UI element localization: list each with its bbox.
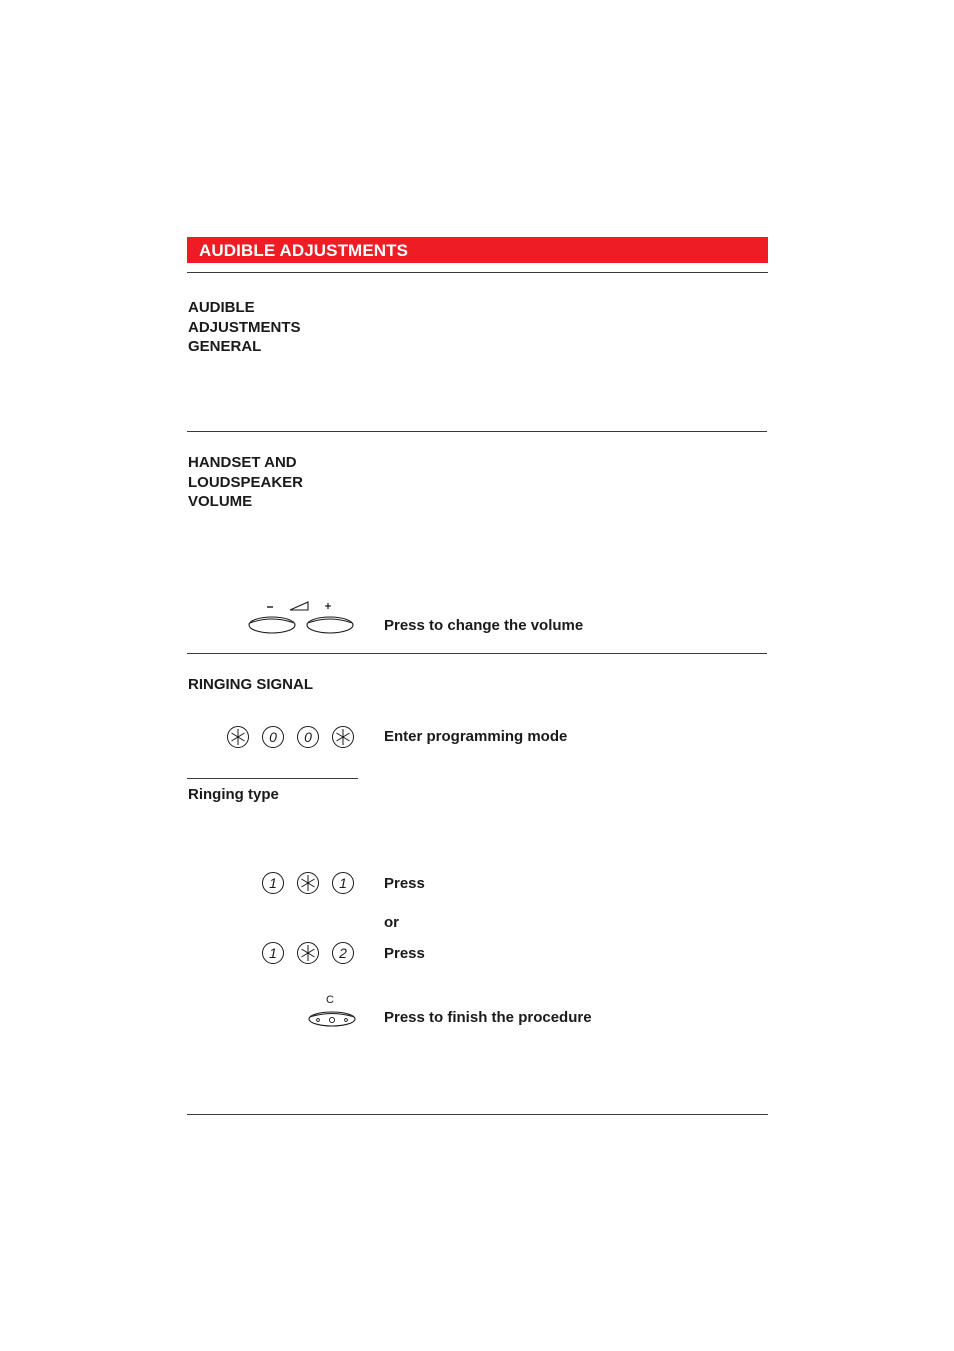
key-digit: 1 bbox=[339, 875, 347, 891]
heading-line: VOLUME bbox=[188, 493, 253, 510]
key-digit: 0 bbox=[304, 729, 312, 745]
key-digit: 1 bbox=[269, 875, 277, 891]
clear-key-label: C bbox=[326, 994, 334, 1006]
divider bbox=[187, 653, 767, 654]
key-digit: 0 bbox=[269, 729, 277, 745]
heading-audible-general bbox=[188, 298, 301, 357]
star-key-icon bbox=[228, 727, 249, 748]
star-key-icon bbox=[298, 943, 319, 964]
option2-instruction: Press bbox=[384, 945, 425, 962]
programming-instruction: Enter programming mode bbox=[384, 728, 568, 745]
volume-minus-plus-keys-icon bbox=[246, 600, 358, 636]
heading-ringing-signal: RINGING SIGNAL bbox=[188, 676, 314, 693]
digit-key-icon bbox=[263, 943, 284, 964]
option1-keys bbox=[261, 871, 358, 895]
volume-instruction: Press to change the volume bbox=[384, 617, 584, 634]
star-key-icon bbox=[298, 873, 319, 894]
heading-line: LOUDSPEAKER bbox=[188, 473, 304, 491]
clear-key-icon bbox=[306, 992, 358, 1028]
finish-instruction: Press to finish the procedure bbox=[384, 1009, 592, 1026]
or-text: or bbox=[384, 914, 399, 931]
section-banner bbox=[187, 237, 768, 263]
digit-key-icon bbox=[333, 873, 354, 894]
heading-line: AUDIBLE bbox=[188, 299, 255, 316]
option1-instruction: Press bbox=[384, 875, 425, 892]
option2-keys bbox=[261, 941, 358, 965]
digit-key-icon bbox=[263, 873, 284, 894]
heading-line: HANDSET AND bbox=[188, 454, 297, 471]
banner-title: AUDIBLE ADJUSTMENTS bbox=[199, 241, 409, 260]
digit-key-icon bbox=[263, 727, 284, 748]
digit-key-icon bbox=[298, 727, 319, 748]
divider-short bbox=[187, 778, 358, 779]
digit-key-icon bbox=[333, 943, 354, 964]
star-key-icon bbox=[333, 727, 354, 748]
subheading-ringing-type: Ringing type bbox=[188, 786, 279, 803]
divider-bottom bbox=[187, 1114, 768, 1115]
heading-volume bbox=[188, 453, 303, 512]
key-digit: 2 bbox=[339, 945, 347, 961]
key-digit: 1 bbox=[269, 945, 277, 961]
divider bbox=[187, 431, 767, 432]
heading-line: GENERAL bbox=[188, 338, 262, 355]
programming-keys bbox=[226, 725, 358, 749]
heading-line: ADJUSTMENTS bbox=[188, 318, 301, 336]
divider bbox=[187, 272, 768, 273]
